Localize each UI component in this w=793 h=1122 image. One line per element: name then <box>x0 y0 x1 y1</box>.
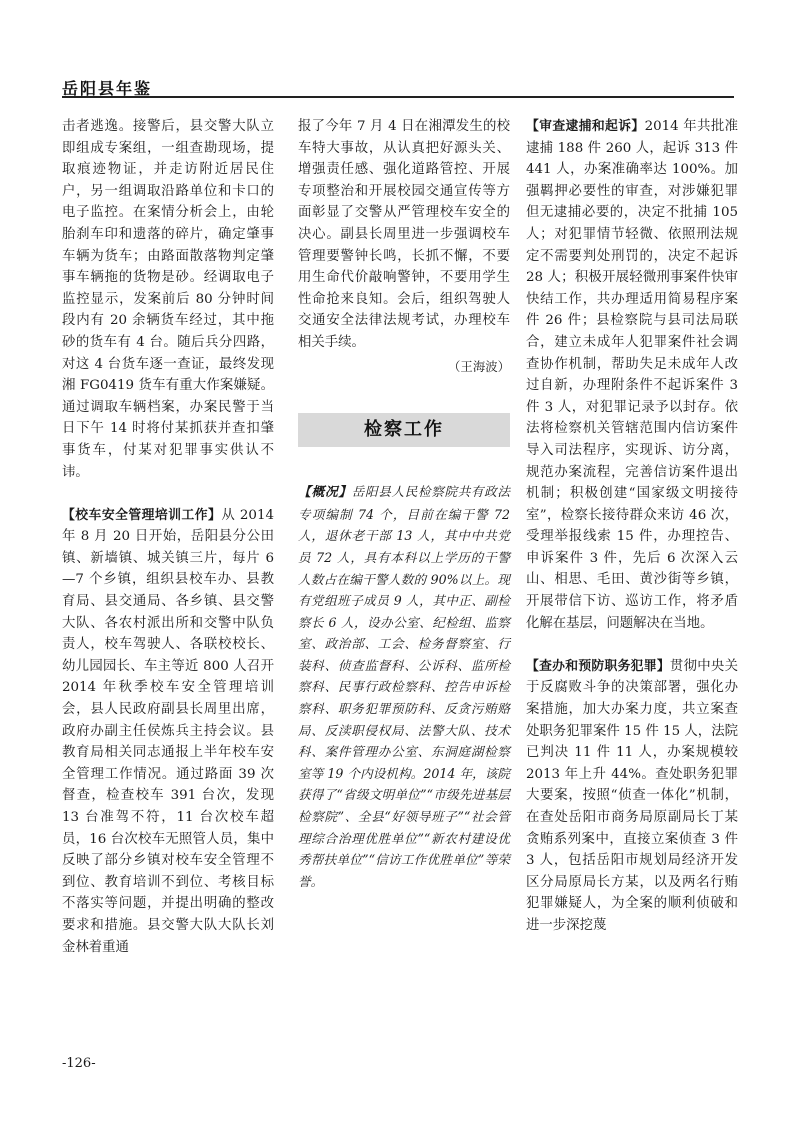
paragraph-continuation-left: 击者逃逸。接警后，县交警大队立即组成专案组，一组查勘现场，提取痕迹物证，并走访附近居民住户，另一组调取沿路单位和卡口的电子监控。在案情分析会上，由轮胎刹车印和遗落的碎片，确定肇事车辆为货车；由路面散落物判定肇事车辆拖的货物是砂。经调取电子监控显示，发案前后 80 分钟时间段内有 20 余辆货车经过，其中拖砂的货车有 4 台。随后兵分四路，对这 4 台货车逐一查证，最终发现湘 FG0419 货车有重大作案嫌疑。通过调取车辆档案，办案民警于当日下午 14 时将付某抓获并查扣肇事货车，付某对犯罪事实供认不讳。 <box>62 119 274 480</box>
section-label-training: 【校车安全管理培训工作】 <box>62 507 222 523</box>
running-head-title: 岳阳县年鉴 <box>62 79 153 98</box>
paragraph-overview-text: 岳阳县人民检察院共有政法专项编制 74 个，目前在编干警 72 人，退休老干部 13 人，其中中共党员 72 人，具有本科以上学历的干警人数占在编干警人数的 90%以上。现有党组班子成员 9 人，其中正、副检察长 6 人，设办公室、纪检组、监察室、政治部、工会、检务督察室、行装科、侦查监督科、公诉科、监所检察科、民事行政检察科、控告申诉检察科、职务犯罪预防科、反贪污贿赂局、反渎职侵权局、法警大队、技术科、案件管理办公室、东洞庭湖检察室等 19 个内设机构。2014 年，该院获得了“省级文明单位”“市级先进基层检察院”、全县“好领导班子”“社会管理综合治理优胜单位”“新农村建设优秀帮扶单位”“信访工作优胜单位”等荣誉。 <box>298 484 511 889</box>
section-label-overview: 【概况】 <box>298 485 352 501</box>
paragraph-training-text: 从 2014 年 8 月 20 日开始，岳阳县分公田镇、新墙镇、城关镇三片，每片 6—7 个乡镇，组织县校车办、县教育局、县交通局、各乡镇、县交警大队、各农村派出所和交警中队负责人，校车驾驶人、各联校校长、幼儿园园长、车主等近 800 人召开 2014 年秋季校车安全管理培训会，县人民政府副县长周里出席，政府办副主任侯炼兵主持会议。县教育局相关同志通报上半年校车安全管理工作情况。通过路面 39 次督查，检查校车 391 台次，发现 13 台准驾不符，11 台次校车超员，16 台次校车无照管人员，集中反映了部分乡镇对校车安全管理不到位、教育培训不到位、考核目标不落实等问题，并提出明确的整改要求和措施。县交警大队大队长刘金林着重通 <box>62 507 274 955</box>
paragraph-overview <box>298 481 510 892</box>
column-right <box>526 116 738 937</box>
paragraph-training <box>62 505 274 958</box>
header-rule <box>62 96 734 98</box>
paragraph-gap <box>526 634 738 656</box>
paragraph-gap <box>62 483 274 505</box>
paragraph-crime-text: 贯彻中央关于反腐败斗争的决策部署，强化办案措施，加大办案力度，共立案查处职务犯罪案件 15 件 15 人，法院已判决 11 件 11 人，办案规模较 2013 年上升 44%。查处职务犯罪大要案，按照“侦查一体化”机制，在查处岳阳市商务局原副局长丁某贪贿系列案中，直接立案侦查 3 件 3 人，包括岳阳市规划局经济开发区分局原局长方某，以及两名行贿犯罪嫌疑人，为全案的顺利侦破和进一步深挖蔑 <box>526 658 739 933</box>
page-number: -126- <box>62 1056 96 1071</box>
column-left <box>62 116 274 958</box>
section-label-crime: 【查办和预防职务犯罪】 <box>526 658 670 674</box>
paragraph-review-text: 2014 年共批准逮捕 188 件 260 人，起诉 313 件 441 人，办案准确率达 100%。加强羁押必要性的审查，对涉嫌犯罪但无逮捕必要的，决定不批捕 105 人；对犯罪情节轻微、依照刑法规定不需要判处刑罚的，决定不起诉 28 人；积极开展轻微刑事案件快审快结工作，共办理适用简易程序案件 26 件；县检察院与县司法局联合，建立未成年人犯罪案件社会调查协作机制，帮助失足未成年人改过自新，办理附条件不起诉案件 3 件 3 人，对犯罪记录予以封存。依法将检察机关管辖范围内信访案件导入司法程序，实现诉、访分离，规范办案流程，完善信访案件退出机制；积极创建“国家级文明接待室”，检察长接待群众来访 46 次，受理举报线索 15 件，办理控告、申诉案件 3 件，先后 6 次深入云山、相思、毛田、黄沙街等乡镇，开展带信下访、巡访工作，将矛盾化解在基层，问题解决在当地。 <box>526 119 739 631</box>
section-title-banner: 检察工作 <box>298 413 510 447</box>
author-credit: （王海波） <box>448 358 510 374</box>
paragraph-continuation-middle: 报了今年 7 月 4 日在湘潭发生的校车特大事故，从认真把好源头关、增强责任感、强化道路管控、开展专项整治和开展校园交通宣传等方面彰显了交警从严管理校车安全的决心。副县长周里进一步强调校车管理要警钟长鸣，长抓不懈，不要用生命代价敲响警钟，不要用学生性命抢来良知。会后，组织驾驶人交通安全法律法规考试，办理校车相关手续。 <box>298 119 510 350</box>
section-label-review: 【审查逮捕和起诉】 <box>526 119 645 134</box>
column-middle <box>298 116 510 892</box>
paragraph-crime <box>526 656 738 937</box>
paragraph-review <box>526 116 738 634</box>
